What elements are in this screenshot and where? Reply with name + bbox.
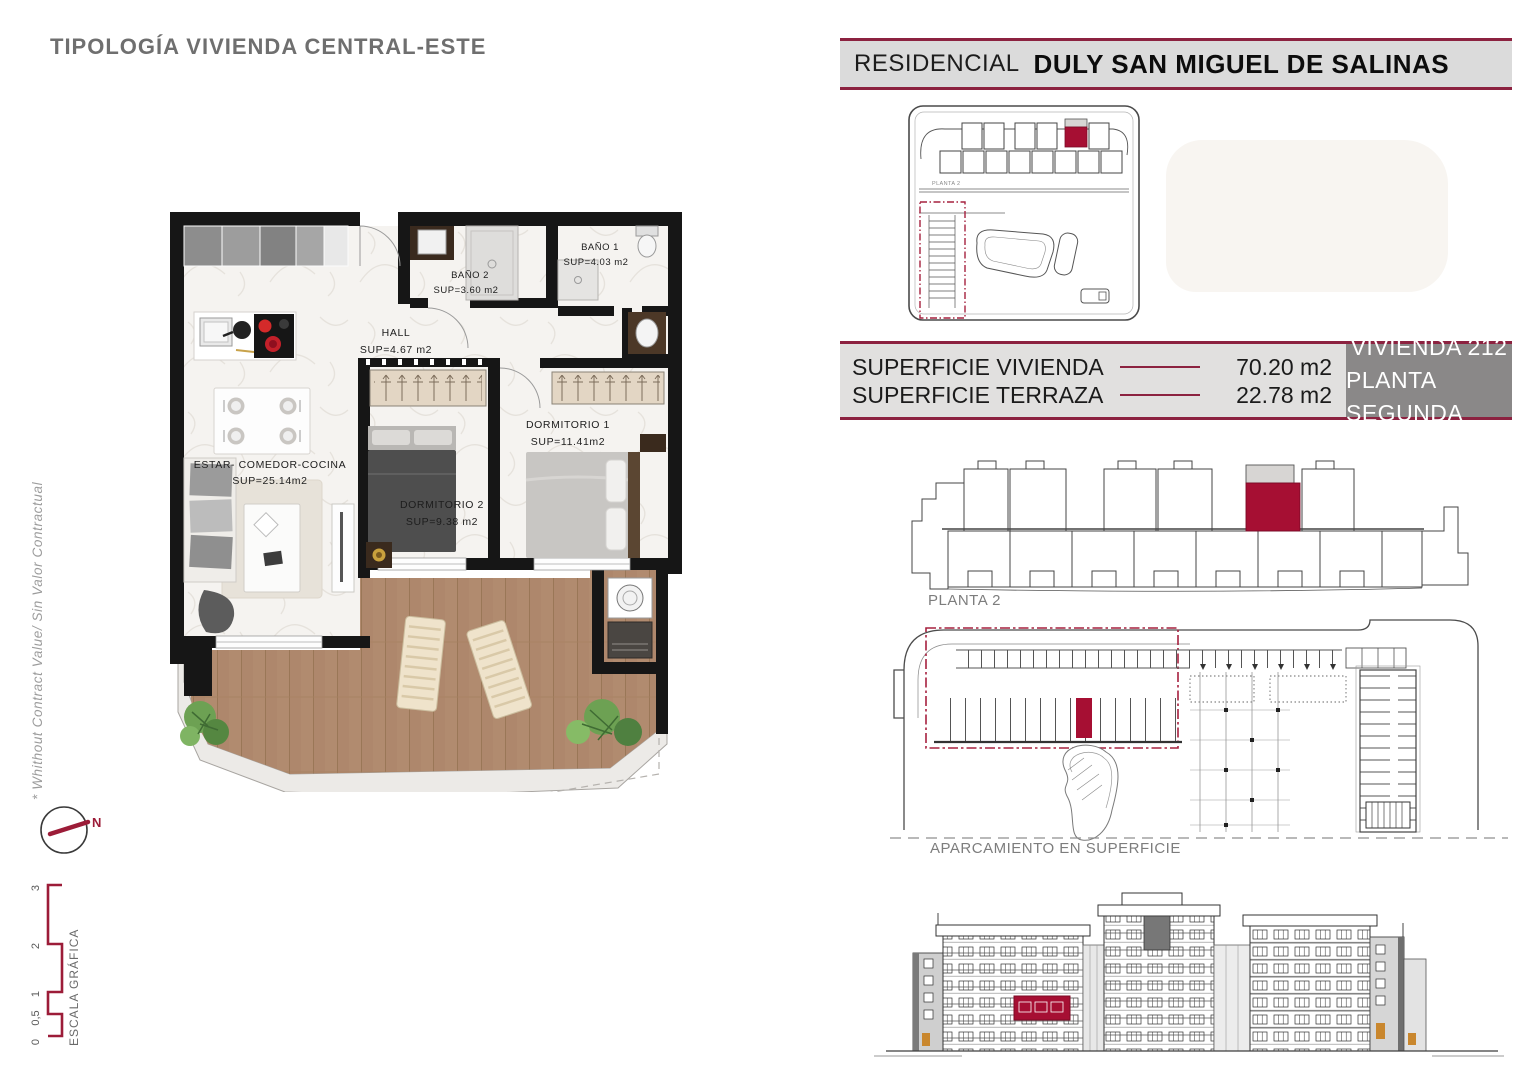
unit-floor: PLANTA SEGUNDA [1346, 367, 1464, 426]
room-label-estar: ESTAR- COMEDOR-COCINA [193, 459, 347, 471]
unit-number: VIVIENDA 212 [1350, 334, 1508, 360]
scale-bar [26, 880, 96, 1056]
dorm2-wardrobe [370, 370, 486, 406]
kitchen-cabinets [184, 226, 348, 266]
strip-highlight-unit [1246, 483, 1300, 531]
north-compass [34, 800, 106, 862]
vanity-niche [628, 312, 666, 354]
room-sup-dorm2: SUP=9.38 m2 [405, 516, 479, 528]
dining-table [214, 388, 310, 454]
surface-label: SUPERFICIE TERRAZA [852, 381, 1104, 408]
room-label-bano1: BAÑO 1 [581, 242, 619, 253]
surface-value: 70.20 m2 [1236, 353, 1332, 380]
header-prefix: RESIDENCIAL [854, 50, 1020, 77]
surface-value: 22.78 m2 [1236, 381, 1332, 408]
scale-tick-05: 0,5 [30, 1010, 42, 1026]
elevation-highlight-unit [1014, 996, 1070, 1020]
scale-tick-1: 1 [30, 990, 42, 998]
dorm1-wardrobe [552, 372, 664, 404]
surface-row [852, 353, 1346, 381]
coffee-table [244, 504, 300, 592]
room-sup-hall: SUP=4.67 m2 [359, 344, 433, 356]
orange-accent [1376, 1023, 1385, 1039]
surface-label: SUPERFICIE VIVIENDA [852, 353, 1104, 380]
sofa [184, 458, 236, 582]
surface-info-bar [840, 334, 1512, 426]
entrance-opening [360, 212, 398, 226]
contract-note: * Whithout Contract Value/ Sin Valor Contractual [30, 481, 45, 800]
scale-label: ESCALA GRÁFICA [67, 928, 81, 1046]
apartment-floorplan [170, 212, 682, 792]
room-label-hall: HALL [381, 327, 411, 339]
residencial-header [840, 38, 1512, 90]
orange-accent [1408, 1033, 1416, 1045]
tv-sideboard [332, 504, 354, 592]
surface-row [852, 381, 1346, 409]
value-dash-line [1120, 394, 1200, 396]
building-elevation [872, 875, 1512, 1070]
car-icon [1081, 289, 1109, 303]
scale-tick-0: 0 [30, 1038, 42, 1046]
value-dash-line [1120, 366, 1200, 368]
unit-identifier-box [1346, 334, 1512, 426]
room-label-dorm1: DORMITORIO 1 [525, 419, 611, 431]
floor-strip-label: PLANTA 2 [928, 592, 1001, 609]
scale-step-line [48, 885, 62, 1036]
dorm2-bed [366, 426, 456, 568]
site-plan [905, 103, 1143, 325]
header-name: DULY SAN MIGUEL DE SALINAS [1033, 48, 1450, 79]
strip-highlight-terrace [1246, 465, 1294, 483]
room-sup-dorm1: SUP=11.41m2 [530, 436, 606, 448]
highlight-unit [1065, 127, 1087, 147]
parking-row-mid [938, 698, 1178, 742]
parking-row-top [956, 650, 1190, 668]
kitchen-island [194, 312, 296, 360]
parking-spot-highlight [1076, 698, 1092, 738]
room-sup-bano1: SUP=4.03 m2 [563, 257, 629, 268]
site-context-area [1166, 140, 1448, 292]
north-label: N [92, 815, 102, 830]
page-title: TIPOLOGÍA VIVIENDA CENTRAL-ESTE [50, 34, 487, 59]
parking-plan [890, 610, 1508, 845]
scale-tick-3: 3 [30, 884, 42, 892]
parking-label: APARCAMIENTO EN SUPERFICIE [930, 840, 1181, 857]
site-plan-label: PLANTA 2 [932, 181, 961, 187]
north-needle [50, 822, 88, 834]
orange-accent [922, 1033, 930, 1046]
surface-rows [840, 344, 1346, 417]
pan-icon [233, 321, 251, 339]
scale-tick-2: 2 [30, 942, 42, 950]
room-label-bano2: BAÑO 2 [451, 270, 489, 281]
washer-unit [608, 578, 652, 658]
room-sup-estar: SUP=25.14m2 [232, 475, 308, 487]
highlight-terrace [1065, 119, 1087, 127]
room-sup-bano2: SUP=3.60 m2 [433, 285, 499, 296]
floor-strip-diagram [902, 443, 1502, 595]
room-label-dorm2: DORMITORIO 2 [399, 499, 485, 511]
